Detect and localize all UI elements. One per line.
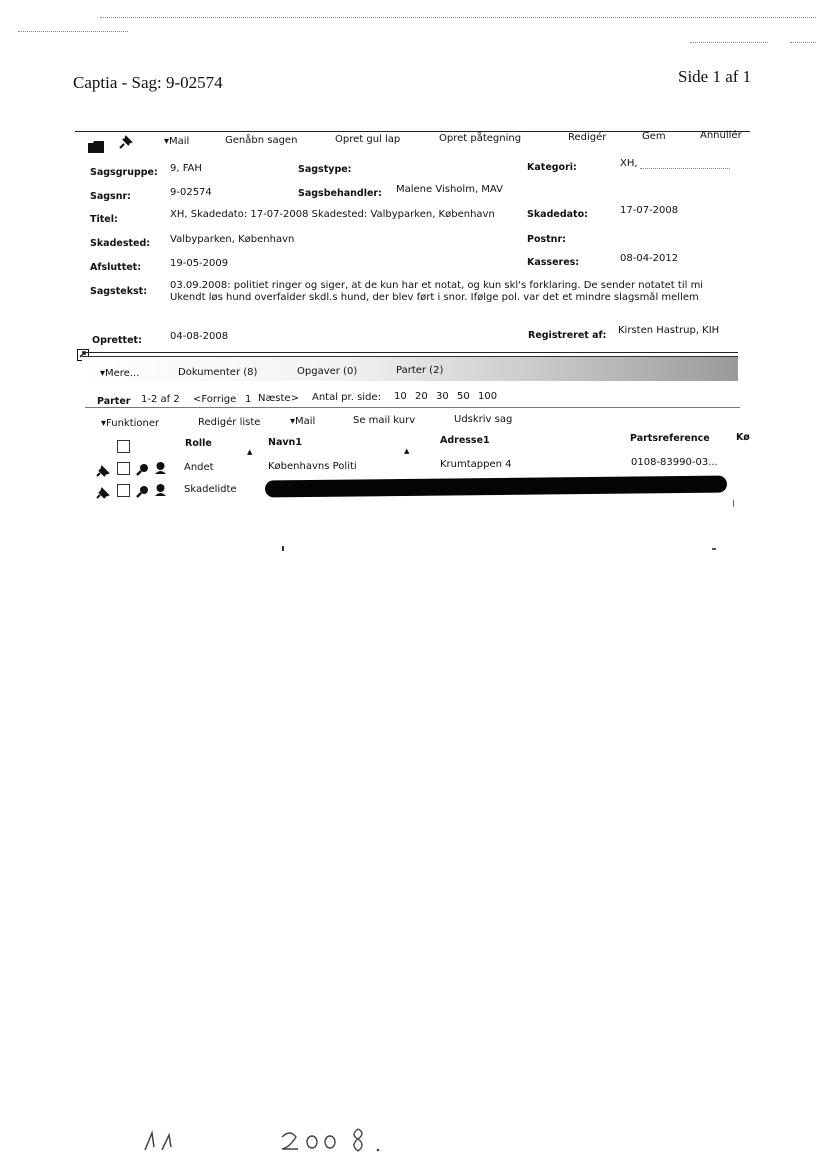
skadested-value: Valbyparken, København — [170, 234, 295, 245]
kasseres-label: Kasseres: — [527, 257, 580, 268]
column-rolle[interactable]: Rolle — [185, 438, 212, 449]
page-size-10[interactable]: 10 — [394, 391, 407, 402]
sagstekst-line-2: Ukendt løs hund overfalder skdl.s hund, der blev ført i snor. Ifølge pol. var det et mindre slagsmål mellem — [170, 292, 699, 303]
kasseres-value: 08-04-2012 — [620, 253, 679, 264]
edit-icon[interactable] — [96, 462, 110, 481]
page-size-100[interactable]: 100 — [478, 391, 498, 402]
page-size-30[interactable]: 30 — [436, 391, 449, 402]
handwritten-mark — [140, 1125, 390, 1161]
oprettet-label: Oprettet: — [92, 335, 142, 346]
folder-icon[interactable] — [88, 138, 104, 157]
sagsgruppe-label: Sagsgruppe: — [90, 167, 158, 178]
page-number: Side 1 af 1 — [678, 67, 752, 86]
rediger-button[interactable]: Redigér — [568, 132, 607, 143]
skadested-label: Skadested: — [90, 238, 151, 249]
postnr-label: Postnr: — [527, 234, 566, 245]
sagsgruppe-value: 9, FAH — [170, 163, 202, 174]
funktioner-menu[interactable]: ▾Funktioner — [101, 418, 160, 429]
sagsnr-value: 9-02574 — [170, 187, 212, 198]
person-icon[interactable] — [154, 460, 167, 479]
genaabn-sagen-button[interactable]: Genåbn sagen — [225, 135, 298, 146]
tab-opgaver[interactable]: Opgaver (0) — [297, 366, 358, 377]
udskriv-sag-button[interactable]: Udskriv sag — [454, 414, 513, 425]
rediger-liste-button[interactable]: Redigér liste — [198, 417, 261, 428]
opret-paategning-button[interactable]: Opret påtegning — [439, 133, 522, 144]
pager-range: 1-2 af 2 — [141, 394, 180, 405]
redaction-bar — [265, 476, 727, 498]
se-mail-kurv-button[interactable]: Se mail kurv — [353, 415, 416, 426]
row-adresse1: Krumtappen 4 — [440, 459, 512, 470]
sort-icon[interactable]: ▲ — [247, 448, 253, 456]
select-all-checkbox[interactable] — [117, 440, 130, 453]
tab-parter[interactable]: Parter (2) — [396, 365, 444, 376]
sagsnr-label: Sagsnr: — [90, 191, 131, 202]
pager-previous[interactable]: <Forrige — [193, 394, 237, 405]
row-navn1[interactable]: Københavns Politi — [268, 461, 357, 472]
afsluttet-value: 19-05-2009 — [170, 258, 229, 269]
page-size-20[interactable]: 20 — [415, 391, 428, 402]
titel-label: Titel: — [90, 214, 118, 225]
sagstekst-label: Sagstekst: — [90, 286, 148, 297]
row-rolle: Skadelidte — [184, 484, 237, 495]
pager-current-page: 1 — [245, 394, 252, 405]
search-icon[interactable] — [136, 461, 149, 480]
scan-speck — [282, 546, 284, 551]
row-partsreference: 0108-83990-03... — [631, 457, 718, 468]
pager-label: Parter — [97, 396, 131, 407]
titel-value: XH, Skadedato: 17-07-2008 Skadested: Valbyparken, København — [170, 209, 495, 220]
kategori-label: Kategori: — [527, 162, 577, 173]
page-size-50[interactable]: 50 — [457, 391, 470, 402]
search-icon[interactable] — [136, 483, 149, 502]
scan-speck — [712, 548, 716, 550]
kategori-value: XH, — [620, 158, 638, 169]
tab-mere[interactable]: ▾Mere... — [100, 368, 140, 379]
sagstype-label: Sagstype: — [298, 164, 352, 175]
column-ko[interactable]: Kø — [736, 432, 750, 443]
skadedato-value: 17-07-2008 — [620, 205, 679, 216]
column-adresse1[interactable]: Adresse1 — [440, 435, 490, 446]
afsluttet-label: Afsluttet: — [90, 262, 142, 273]
oprettet-value: 04-08-2008 — [170, 331, 229, 342]
gem-button[interactable]: Gem — [642, 131, 666, 142]
person-icon[interactable] — [154, 482, 167, 501]
list-mail-menu[interactable]: ▾Mail — [290, 416, 316, 427]
column-partsreference[interactable]: Partsreference — [630, 433, 710, 444]
annuller-button[interactable]: Annullér — [700, 130, 742, 141]
sagsbehandler-label: Sagsbehandler: — [298, 188, 382, 199]
pin-icon[interactable] — [117, 135, 133, 155]
row-rolle: Andet — [184, 462, 214, 473]
row-checkbox[interactable] — [117, 484, 130, 497]
row-checkbox[interactable] — [117, 462, 130, 475]
page-size-label: Antal pr. side: — [312, 392, 381, 403]
opret-gul-lap-button[interactable]: Opret gul lap — [335, 134, 401, 145]
tab-dokumenter[interactable]: Dokumenter (8) — [178, 367, 258, 378]
column-navn1[interactable]: Navn1 — [268, 437, 302, 448]
scan-speck — [733, 500, 734, 507]
sagstekst-line-1: 03.09.2008: politiet ringer og siger, at de kun har et notat, og kun skl's forklaring. De sender notatet til mi — [170, 280, 704, 291]
mail-menu[interactable]: ▾Mail — [164, 136, 190, 147]
skadedato-label: Skadedato: — [527, 209, 588, 220]
sort-icon[interactable]: ▲ — [404, 447, 410, 455]
page-title: Captia - Sag: 9-02574 — [73, 73, 223, 92]
edit-icon[interactable] — [96, 484, 110, 503]
registreret-value: Kirsten Hastrup, KIH — [618, 325, 720, 336]
sagsbehandler-value: Malene Visholm, MAV — [396, 184, 503, 195]
registreret-label: Registreret af: — [528, 330, 607, 341]
pager-next[interactable]: Næste> — [258, 393, 299, 404]
